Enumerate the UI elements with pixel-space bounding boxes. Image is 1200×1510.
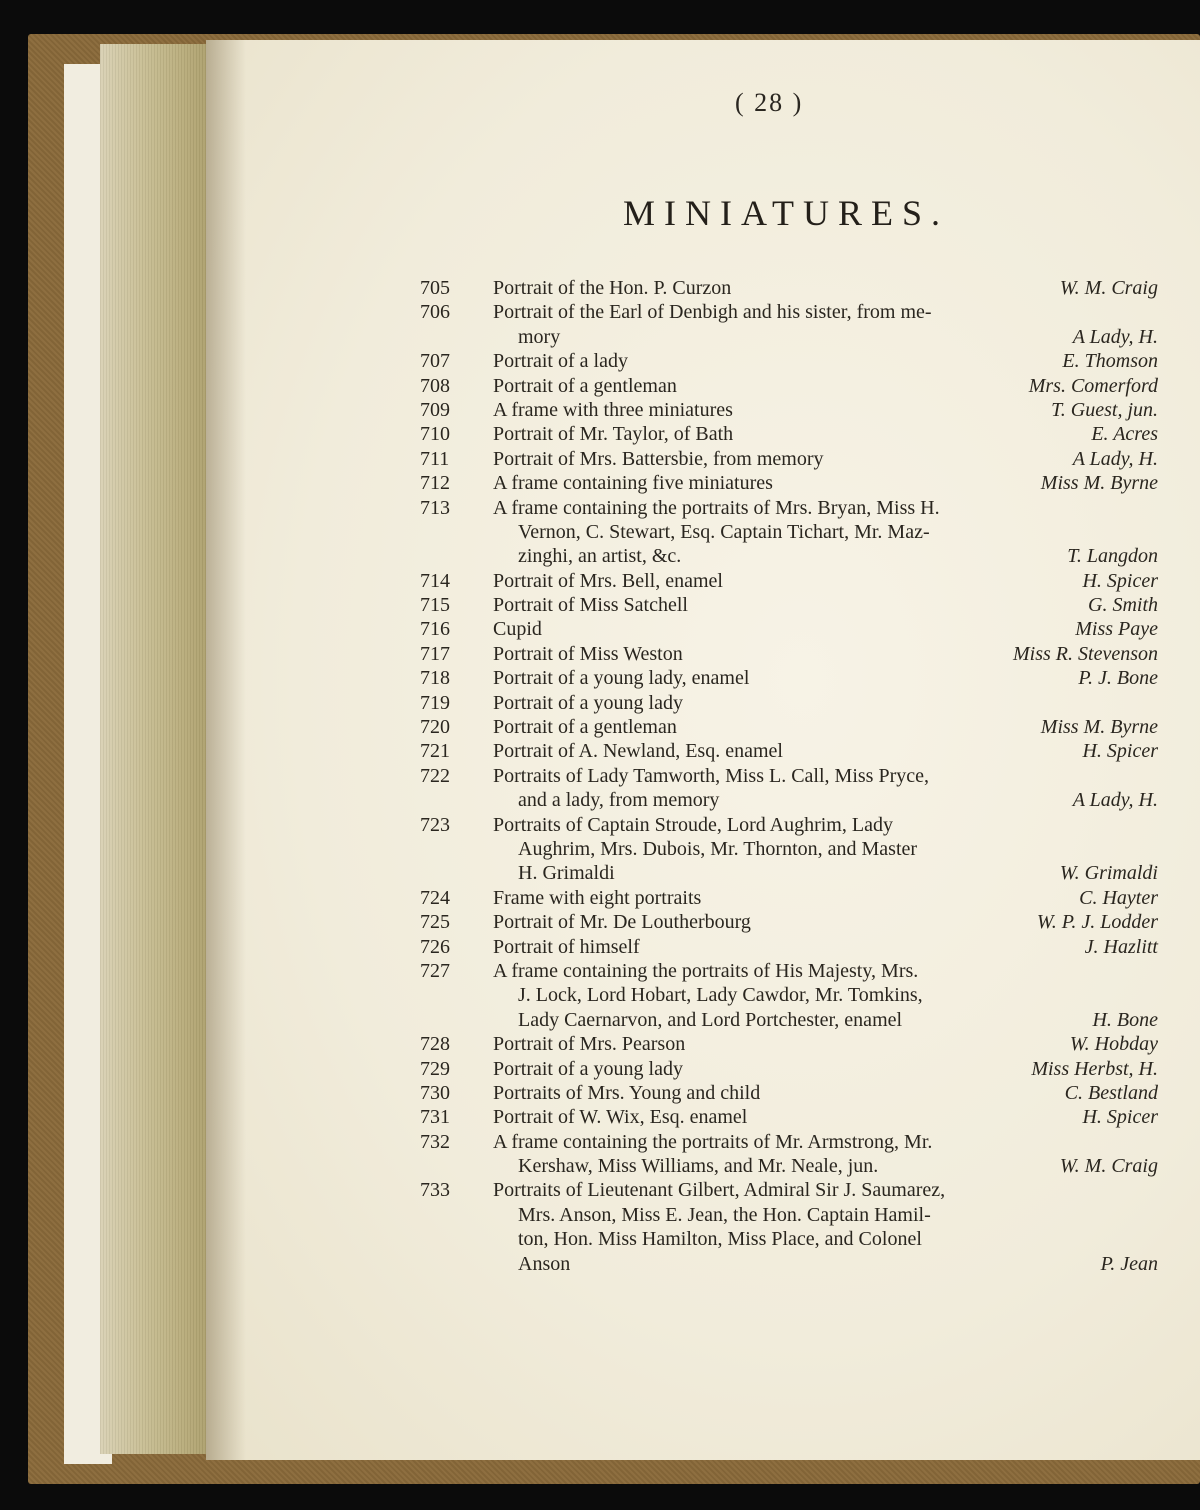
entry-description: Lady Caernarvon, and Lord Portchester, enamel xyxy=(518,1008,903,1031)
entry-artist: Miss Paye xyxy=(1075,618,1158,641)
entry-artist: Mrs. Comerford xyxy=(1028,374,1158,397)
entry-description: Portraits of Captain Stroude, Lord Aughrim, Lady xyxy=(493,813,893,836)
entry-artist: P. Jean xyxy=(1100,1252,1158,1275)
entry-line xyxy=(420,496,1160,520)
entry-description: Kershaw, Miss Williams, and Mr. Neale, jun. xyxy=(518,1155,879,1178)
entry-number: 727 xyxy=(420,959,450,982)
entry-artist: C. Hayter xyxy=(1079,886,1158,909)
entry-description: A frame with three miniatures xyxy=(493,398,733,421)
entry-number: 716 xyxy=(420,618,450,641)
entry-number: 707 xyxy=(420,350,450,373)
page-block-edge xyxy=(100,44,218,1454)
entry-description: mory xyxy=(518,325,561,348)
entry-number: 717 xyxy=(420,642,450,665)
entry-description: Portraits of Mrs. Young and child xyxy=(493,1081,761,1104)
entry-line xyxy=(420,1081,1160,1105)
entry-line xyxy=(420,1032,1160,1056)
entry-line xyxy=(420,325,1160,349)
entry-number: 725 xyxy=(420,911,450,934)
entry-number: 719 xyxy=(420,691,450,714)
entry-line xyxy=(420,1105,1160,1129)
entry-description: Portrait of Mrs. Battersbie, from memory xyxy=(493,447,824,470)
entry-line xyxy=(420,398,1160,422)
entry-number: 733 xyxy=(420,1179,450,1202)
entry-number: 722 xyxy=(420,764,450,787)
entry-number: 713 xyxy=(420,496,450,519)
entry-description: Portraits of Lieutenant Gilbert, Admiral Sir J. Saumarez, xyxy=(493,1179,946,1202)
entry-description: Portrait of Mr. De Loutherbourg xyxy=(493,911,751,934)
entry-line xyxy=(420,520,1160,544)
entry-line xyxy=(420,983,1160,1007)
entry-description: Portrait of a young lady xyxy=(493,691,683,714)
entry-description: Vernon, C. Stewart, Esq. Captain Tichart, Mr. Maz- xyxy=(518,520,930,543)
entry-line xyxy=(420,935,1160,959)
entry-line xyxy=(420,959,1160,983)
entry-line xyxy=(420,1252,1160,1276)
entry-artist: H. Spicer xyxy=(1082,740,1158,763)
entry-number: 718 xyxy=(420,667,450,690)
entry-description: A frame containing the portraits of Mr. Armstrong, Mr. xyxy=(493,1130,933,1153)
entry-description: Portrait of a lady xyxy=(493,350,628,373)
entry-line xyxy=(420,837,1160,861)
entry-artist: H. Spicer xyxy=(1082,1106,1158,1129)
entry-artist: J. Hazlitt xyxy=(1084,935,1158,958)
entry-line xyxy=(420,886,1160,910)
entry-number: 714 xyxy=(420,569,450,592)
entry-description: Anson xyxy=(518,1252,571,1275)
entry-description: Portrait of Mrs. Bell, enamel xyxy=(493,569,723,592)
entry-line xyxy=(420,642,1160,666)
entry-line xyxy=(420,569,1160,593)
entry-artist: W. M. Craig xyxy=(1059,1155,1158,1178)
entry-artist: G. Smith xyxy=(1088,594,1158,617)
entry-artist: H. Spicer xyxy=(1082,569,1158,592)
entry-artist: A Lady, H. xyxy=(1072,789,1158,812)
entry-line xyxy=(420,813,1160,837)
entry-number: 726 xyxy=(420,935,450,958)
entry-artist: C. Bestland xyxy=(1064,1081,1158,1104)
entry-description: Portrait of the Hon. P. Curzon xyxy=(493,277,732,299)
entry-number: 730 xyxy=(420,1081,450,1104)
entry-line xyxy=(420,276,1160,300)
entry-line xyxy=(420,617,1160,641)
page-number: ( 28 ) xyxy=(735,88,804,117)
entry-description: Portrait of Mr. Taylor, of Bath xyxy=(493,423,734,446)
entry-artist: W. P. J. Lodder xyxy=(1036,911,1158,934)
entry-description: Portrait of Mrs. Pearson xyxy=(493,1033,686,1056)
entry-description: J. Lock, Lord Hobart, Lady Cawdor, Mr. Tomkins, xyxy=(518,984,923,1007)
entry-line xyxy=(420,739,1160,763)
entry-description: Aughrim, Mrs. Dubois, Mr. Thornton, and Master xyxy=(518,837,918,860)
entry-line xyxy=(420,1057,1160,1081)
entry-artist: Miss Herbst, H. xyxy=(1031,1057,1158,1080)
entry-number: 709 xyxy=(420,398,450,421)
entry-artist: A Lady, H. xyxy=(1072,325,1158,348)
entry-number: 710 xyxy=(420,423,450,446)
entry-description: H. Grimaldi xyxy=(518,862,615,885)
entry-number: 708 xyxy=(420,374,450,397)
entry-number: 728 xyxy=(420,1033,450,1056)
entry-line xyxy=(420,666,1160,690)
entry-number: 720 xyxy=(420,716,450,739)
entry-artist: Miss R. Stevenson xyxy=(1013,642,1158,665)
entry-line xyxy=(420,1203,1160,1227)
entry-line xyxy=(420,1227,1160,1251)
entry-description: A frame containing the portraits of Mrs. Bryan, Miss H. xyxy=(493,496,940,519)
entry-artist: Miss M. Byrne xyxy=(1040,472,1158,495)
entry-description: Portrait of Miss Weston xyxy=(493,642,683,665)
entry-number: 715 xyxy=(420,594,450,617)
entry-description: Mrs. Anson, Miss E. Jean, the Hon. Captain Hamil- xyxy=(518,1203,931,1226)
entry-description: Portrait of himself xyxy=(493,935,640,958)
entry-number: 711 xyxy=(420,447,450,470)
entry-description: Portrait of the Earl of Denbigh and his sister, from me- xyxy=(493,301,932,324)
entry-description: Portraits of Lady Tamworth, Miss L. Call, Miss Pryce, xyxy=(493,764,929,787)
entry-artist: E. Acres xyxy=(1091,423,1158,446)
entry-description: Portrait of a young lady xyxy=(493,1057,683,1080)
entry-artist: P. J. Bone xyxy=(1078,667,1158,690)
entry-artist: H. Bone xyxy=(1092,1008,1158,1031)
entry-line xyxy=(420,1154,1160,1178)
section-title: MINIATURES. xyxy=(623,193,950,233)
entry-number: 731 xyxy=(420,1106,450,1129)
entry-artist: A Lady, H. xyxy=(1072,447,1158,470)
entry-description: A frame containing five miniatures xyxy=(493,472,773,495)
entry-line xyxy=(420,1008,1160,1032)
entry-artist: W. Grimaldi xyxy=(1059,862,1158,885)
entry-line xyxy=(420,1130,1160,1154)
entry-line xyxy=(420,861,1160,885)
entry-line xyxy=(420,788,1160,812)
entry-description: Portrait of A. Newland, Esq. enamel xyxy=(493,740,783,763)
entry-line xyxy=(420,349,1160,373)
entry-description: Portrait of Miss Satchell xyxy=(493,594,688,617)
entry-line xyxy=(420,374,1160,398)
gutter-shadow xyxy=(206,40,246,1460)
entry-description: Portrait of a gentleman xyxy=(493,716,677,739)
entry-description: and a lady, from memory xyxy=(518,789,720,812)
entry-number: 724 xyxy=(420,886,450,909)
entry-artist: Miss M. Byrne xyxy=(1040,716,1158,739)
entry-artist: W. M. Craig xyxy=(1059,277,1158,299)
catalogue-list xyxy=(420,276,1160,1276)
entry-number: 705 xyxy=(420,277,450,299)
entry-artist: T. Langdon xyxy=(1067,545,1158,568)
entry-number: 729 xyxy=(420,1057,450,1080)
entry-description: Frame with eight portraits xyxy=(493,886,702,909)
entry-description: ton, Hon. Miss Hamilton, Miss Place, and Colonel xyxy=(518,1228,922,1251)
entry-number: 721 xyxy=(420,740,450,763)
entry-line xyxy=(420,300,1160,324)
entry-artist: E. Thomson xyxy=(1062,350,1158,373)
entry-description: zinghi, an artist, &c. xyxy=(518,545,682,568)
entry-line xyxy=(420,471,1160,495)
entry-description: A frame containing the portraits of His Majesty, Mrs. xyxy=(493,959,919,982)
entry-line xyxy=(420,544,1160,568)
entry-description: Portrait of a young lady, enamel xyxy=(493,667,750,690)
entry-artist: T. Guest, jun. xyxy=(1051,398,1158,421)
entry-line xyxy=(420,910,1160,934)
entry-number: 706 xyxy=(420,301,450,324)
entry-line xyxy=(420,422,1160,446)
entry-number: 723 xyxy=(420,813,450,836)
entry-line xyxy=(420,593,1160,617)
entry-line xyxy=(420,715,1160,739)
entry-artist: W. Hobday xyxy=(1069,1033,1158,1056)
entry-number: 732 xyxy=(420,1130,450,1153)
entry-line xyxy=(420,1178,1160,1202)
entry-description: Portrait of a gentleman xyxy=(493,374,677,397)
entry-line xyxy=(420,691,1160,715)
entry-description: Portrait of W. Wix, Esq. enamel xyxy=(493,1106,748,1129)
entry-line xyxy=(420,764,1160,788)
entry-number: 712 xyxy=(420,472,450,495)
entry-description: Cupid xyxy=(493,618,542,641)
entry-line xyxy=(420,447,1160,471)
